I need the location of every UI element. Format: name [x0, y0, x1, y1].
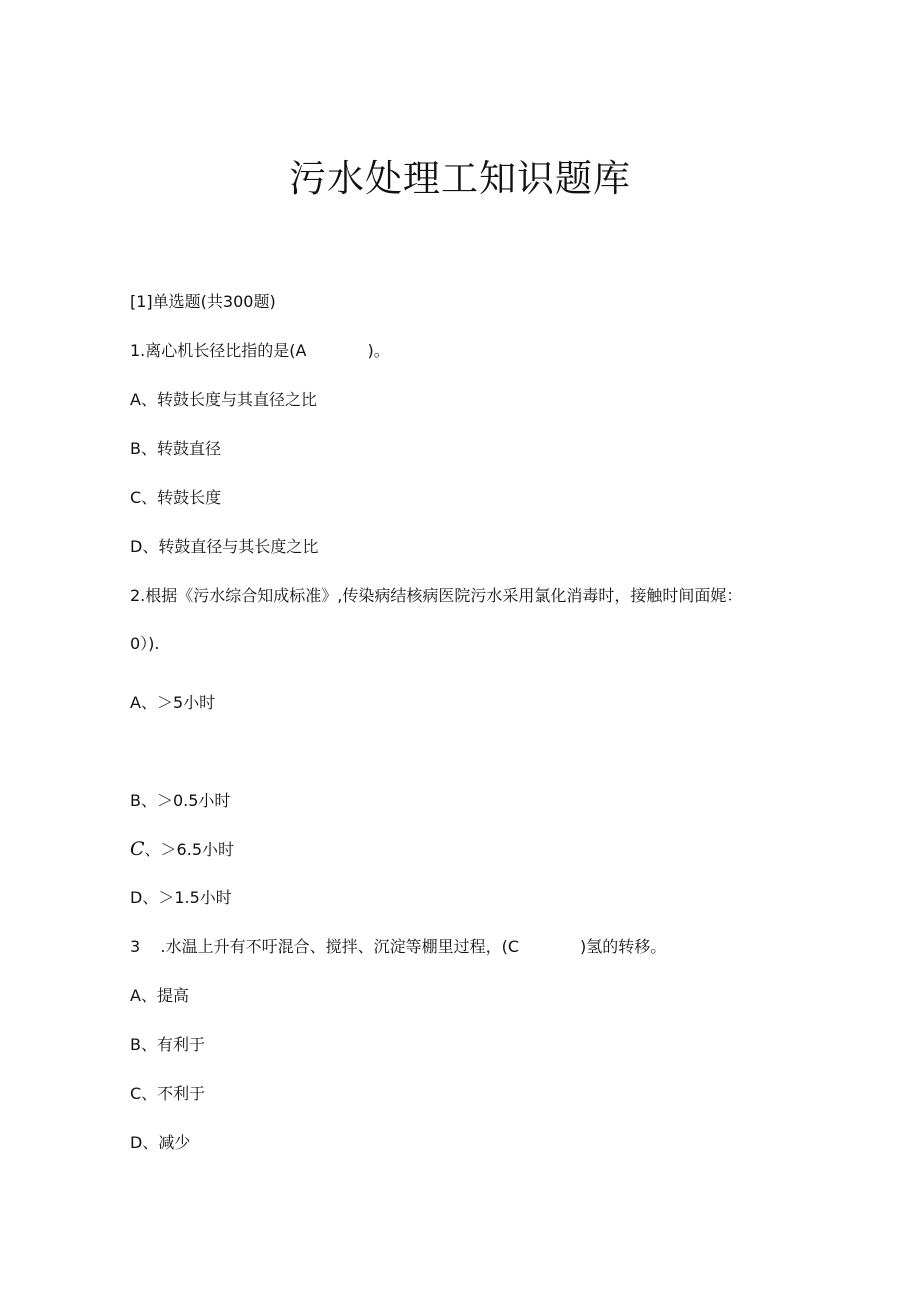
question-3-option-d: D、减少: [130, 1133, 191, 1152]
question-1-option-c: C、转鼓长度: [130, 488, 222, 507]
question-2-option-b: B、＞0.5小时: [130, 791, 231, 810]
section-heading: [1]单选题(共300题): [130, 292, 276, 311]
question-3-stem: 3 .水温上升有不吁混合、搅拌、沉淀等棚里过程，(C )氢的转移。: [130, 937, 667, 956]
question-1-option-a: A、转鼓长度与其直径之比: [130, 390, 317, 409]
question-1-stem: 1.离心机长径比指的是(A )。: [130, 341, 390, 360]
question-3-option-c: C、不利于: [130, 1084, 206, 1103]
question-3-option-a: A、提高: [130, 986, 189, 1005]
option-c-letter: C: [130, 838, 145, 860]
question-2-option-a: A、＞5小时: [130, 693, 216, 712]
question-2-option-d: D、＞1.5小时: [130, 888, 232, 907]
question-2-option-c: [130, 839, 234, 860]
question-1-option-d: D、转鼓直径与其长度之比: [130, 537, 319, 556]
question-3-option-b: B、有利于: [130, 1035, 205, 1054]
question-1-option-b: B、转鼓直径: [130, 439, 221, 458]
document-title: 污水处理工知识题库: [289, 157, 631, 200]
option-c-text: 、＞6.5小时: [144, 840, 234, 859]
question-2-stem: 2.根据《污水综合知成标准》,传染病结核病医院污水采用氯化消毒时，接触时间面娓：: [130, 586, 743, 605]
question-2-stem-continued: 0）).: [130, 634, 160, 653]
